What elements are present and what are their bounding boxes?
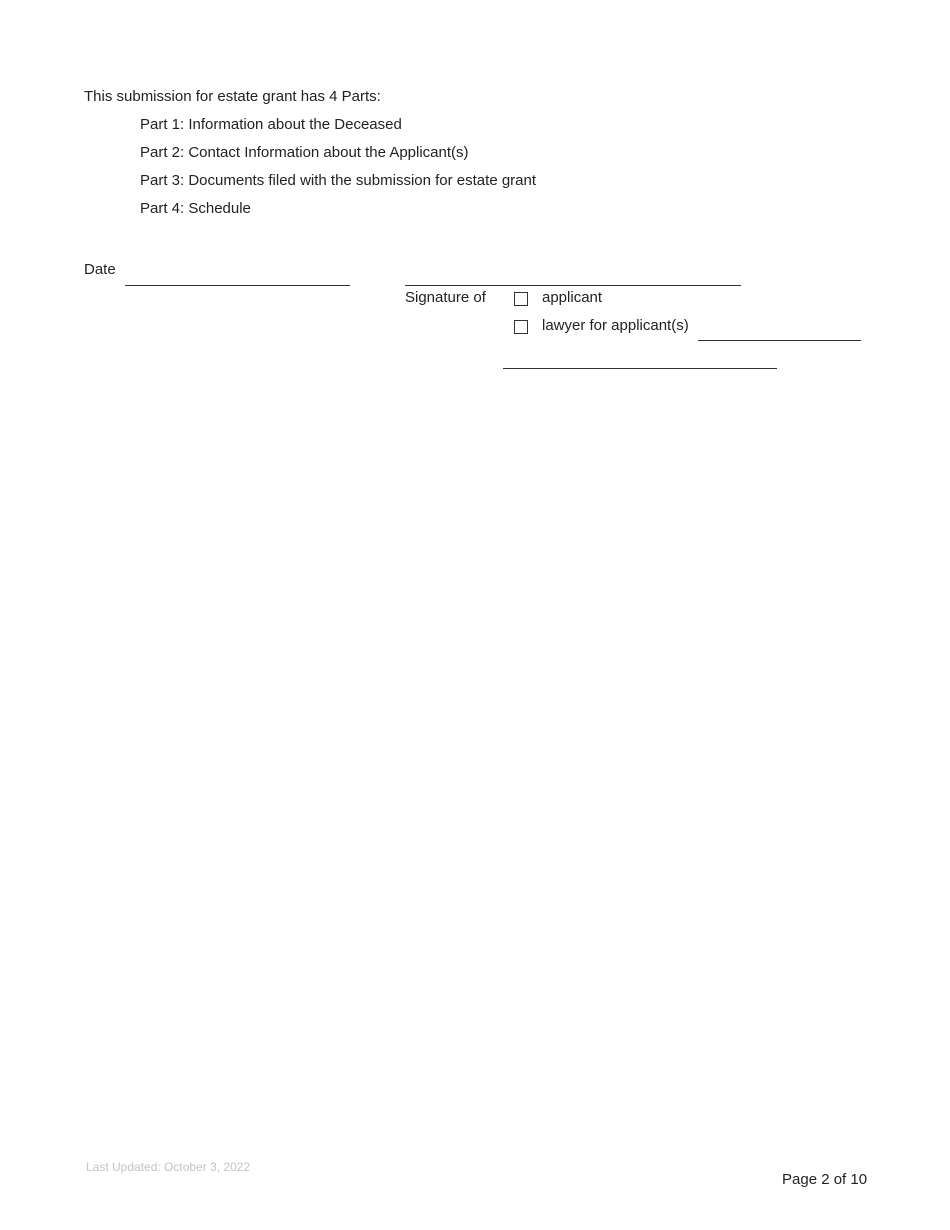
lawyer-label: lawyer for applicant(s) bbox=[542, 317, 689, 334]
part-item: Part 1: Information about the Deceased bbox=[140, 116, 402, 133]
date-input-line[interactable] bbox=[125, 285, 350, 286]
part-item: Part 2: Contact Information about the Applicant(s) bbox=[140, 144, 469, 161]
part-item: Part 3: Documents filed with the submission for estate grant bbox=[140, 172, 537, 189]
applicant-label: applicant bbox=[542, 289, 603, 306]
intro-text: This submission for estate grant has 4 Parts: bbox=[84, 88, 381, 105]
date-label: Date bbox=[84, 261, 116, 278]
lawyer-checkbox[interactable] bbox=[514, 320, 528, 334]
applicant-checkbox[interactable] bbox=[514, 292, 528, 306]
page-number: Page 2 of 10 bbox=[782, 1171, 868, 1188]
last-updated-text: Last Updated: October 3, 2022 bbox=[86, 1160, 251, 1174]
part-item: Part 4: Schedule bbox=[140, 200, 251, 217]
lawyer-name-line[interactable] bbox=[698, 340, 861, 341]
signature-input-line[interactable] bbox=[405, 285, 741, 286]
signer-name-line[interactable] bbox=[503, 368, 777, 369]
signature-of-label: Signature of bbox=[405, 289, 486, 306]
